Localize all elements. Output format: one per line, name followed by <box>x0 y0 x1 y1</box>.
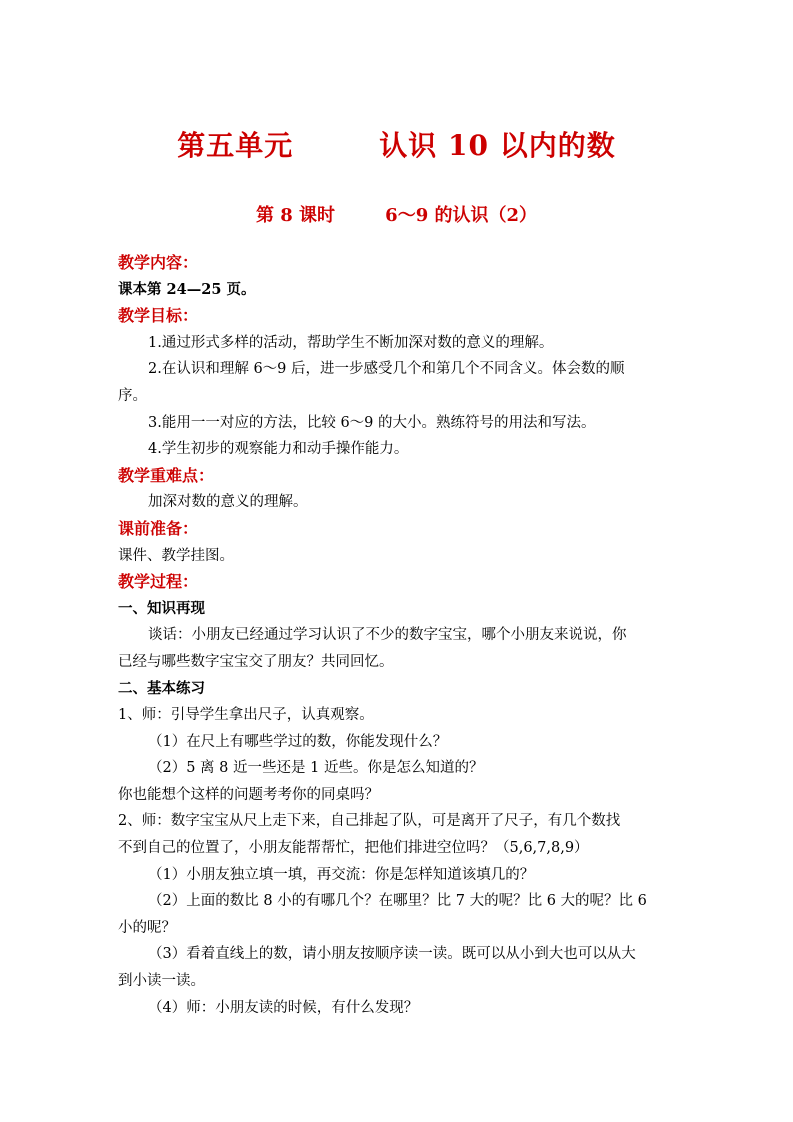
exercise-question-continued: 到小读一读。 <box>118 973 205 990</box>
section-heading-preparation: 课前准备： <box>118 518 199 538</box>
goal-item: 1.通过形式多样的活动，帮助学生不断加深对数的意义的理解。 <box>148 334 554 351</box>
content-text: 课本第 24—25 页。 <box>118 280 256 298</box>
exercise-question: （1）在尺上有哪些学过的数，你能发现什么？ <box>148 733 448 750</box>
key-points-text: 加深对数的意义的理解。 <box>148 494 308 511</box>
exercise-question-continued: 小的呢？ <box>118 919 176 936</box>
exercise-question: （2）5 离 8 近一些还是 1 近些。你是怎么知道的？ <box>148 760 484 777</box>
section-heading-content: 教学内容： <box>118 253 199 272</box>
exercise-line: 你也能想个这样的问题考考你的同桌吗？ <box>118 786 379 803</box>
goal-item-continued: 序。 <box>118 387 147 404</box>
preparation-text: 课件、教学挂图。 <box>118 547 234 564</box>
goal-item: 3.能用一一对应的方法，比较 6～9 的大小。熟练符号的用法和写法。 <box>148 414 596 431</box>
section-heading-process: 教学过程： <box>118 572 199 592</box>
page-title: 第五单元 认识 10 以内的数 <box>177 129 616 162</box>
exercise-question: （4）师：小朋友读的时候，有什么发现？ <box>148 999 419 1016</box>
section-heading-goals: 教学目标： <box>118 306 199 326</box>
part-heading: 二、基本练习 <box>118 679 205 697</box>
goal-item: 2.在认识和理解 6～9 后，进一步感受几个和第几个不同含义。体会数的顺 <box>148 361 625 378</box>
section-heading-key-points: 教学重难点： <box>118 465 215 485</box>
goal-item: 4.学生初步的观察能力和动手操作能力。 <box>148 441 409 458</box>
exercise-question: （1）小朋友独立填一填，再交流：你是怎样知道该填几的？ <box>148 866 535 883</box>
lesson-subtitle: 第 8 课时 6～9 的认识（2） <box>255 205 538 226</box>
exercise-line: 不到自己的位置了，小朋友能帮帮忙，把他们排进空位吗？（5,6,7,8,9） <box>118 840 589 857</box>
paragraph-line: 谈话：小朋友已经通过学习认识了不少的数字宝宝，哪个小朋友来说说，你 <box>148 627 627 644</box>
paragraph-line: 已经与哪些数字宝宝交了朋友？共同回忆。 <box>118 653 394 670</box>
exercise-line: 1、师：引导学生拿出尺子，认真观察。 <box>118 707 374 724</box>
part-heading: 一、知识再现 <box>118 599 205 617</box>
exercise-question: （2）上面的数比 8 小的有哪几个？在哪里？比 7 大的呢？比 6 大的呢？比 6 <box>148 893 647 910</box>
exercise-line: 2、师：数字宝宝从尺上走下来，自己排起了队，可是离开了尺子，有几个数找 <box>118 813 621 830</box>
exercise-question: （3）看着直线上的数，请小朋友按顺序读一读。既可以从小到大也可以从大 <box>148 946 636 963</box>
document-body <box>118 250 678 1021</box>
